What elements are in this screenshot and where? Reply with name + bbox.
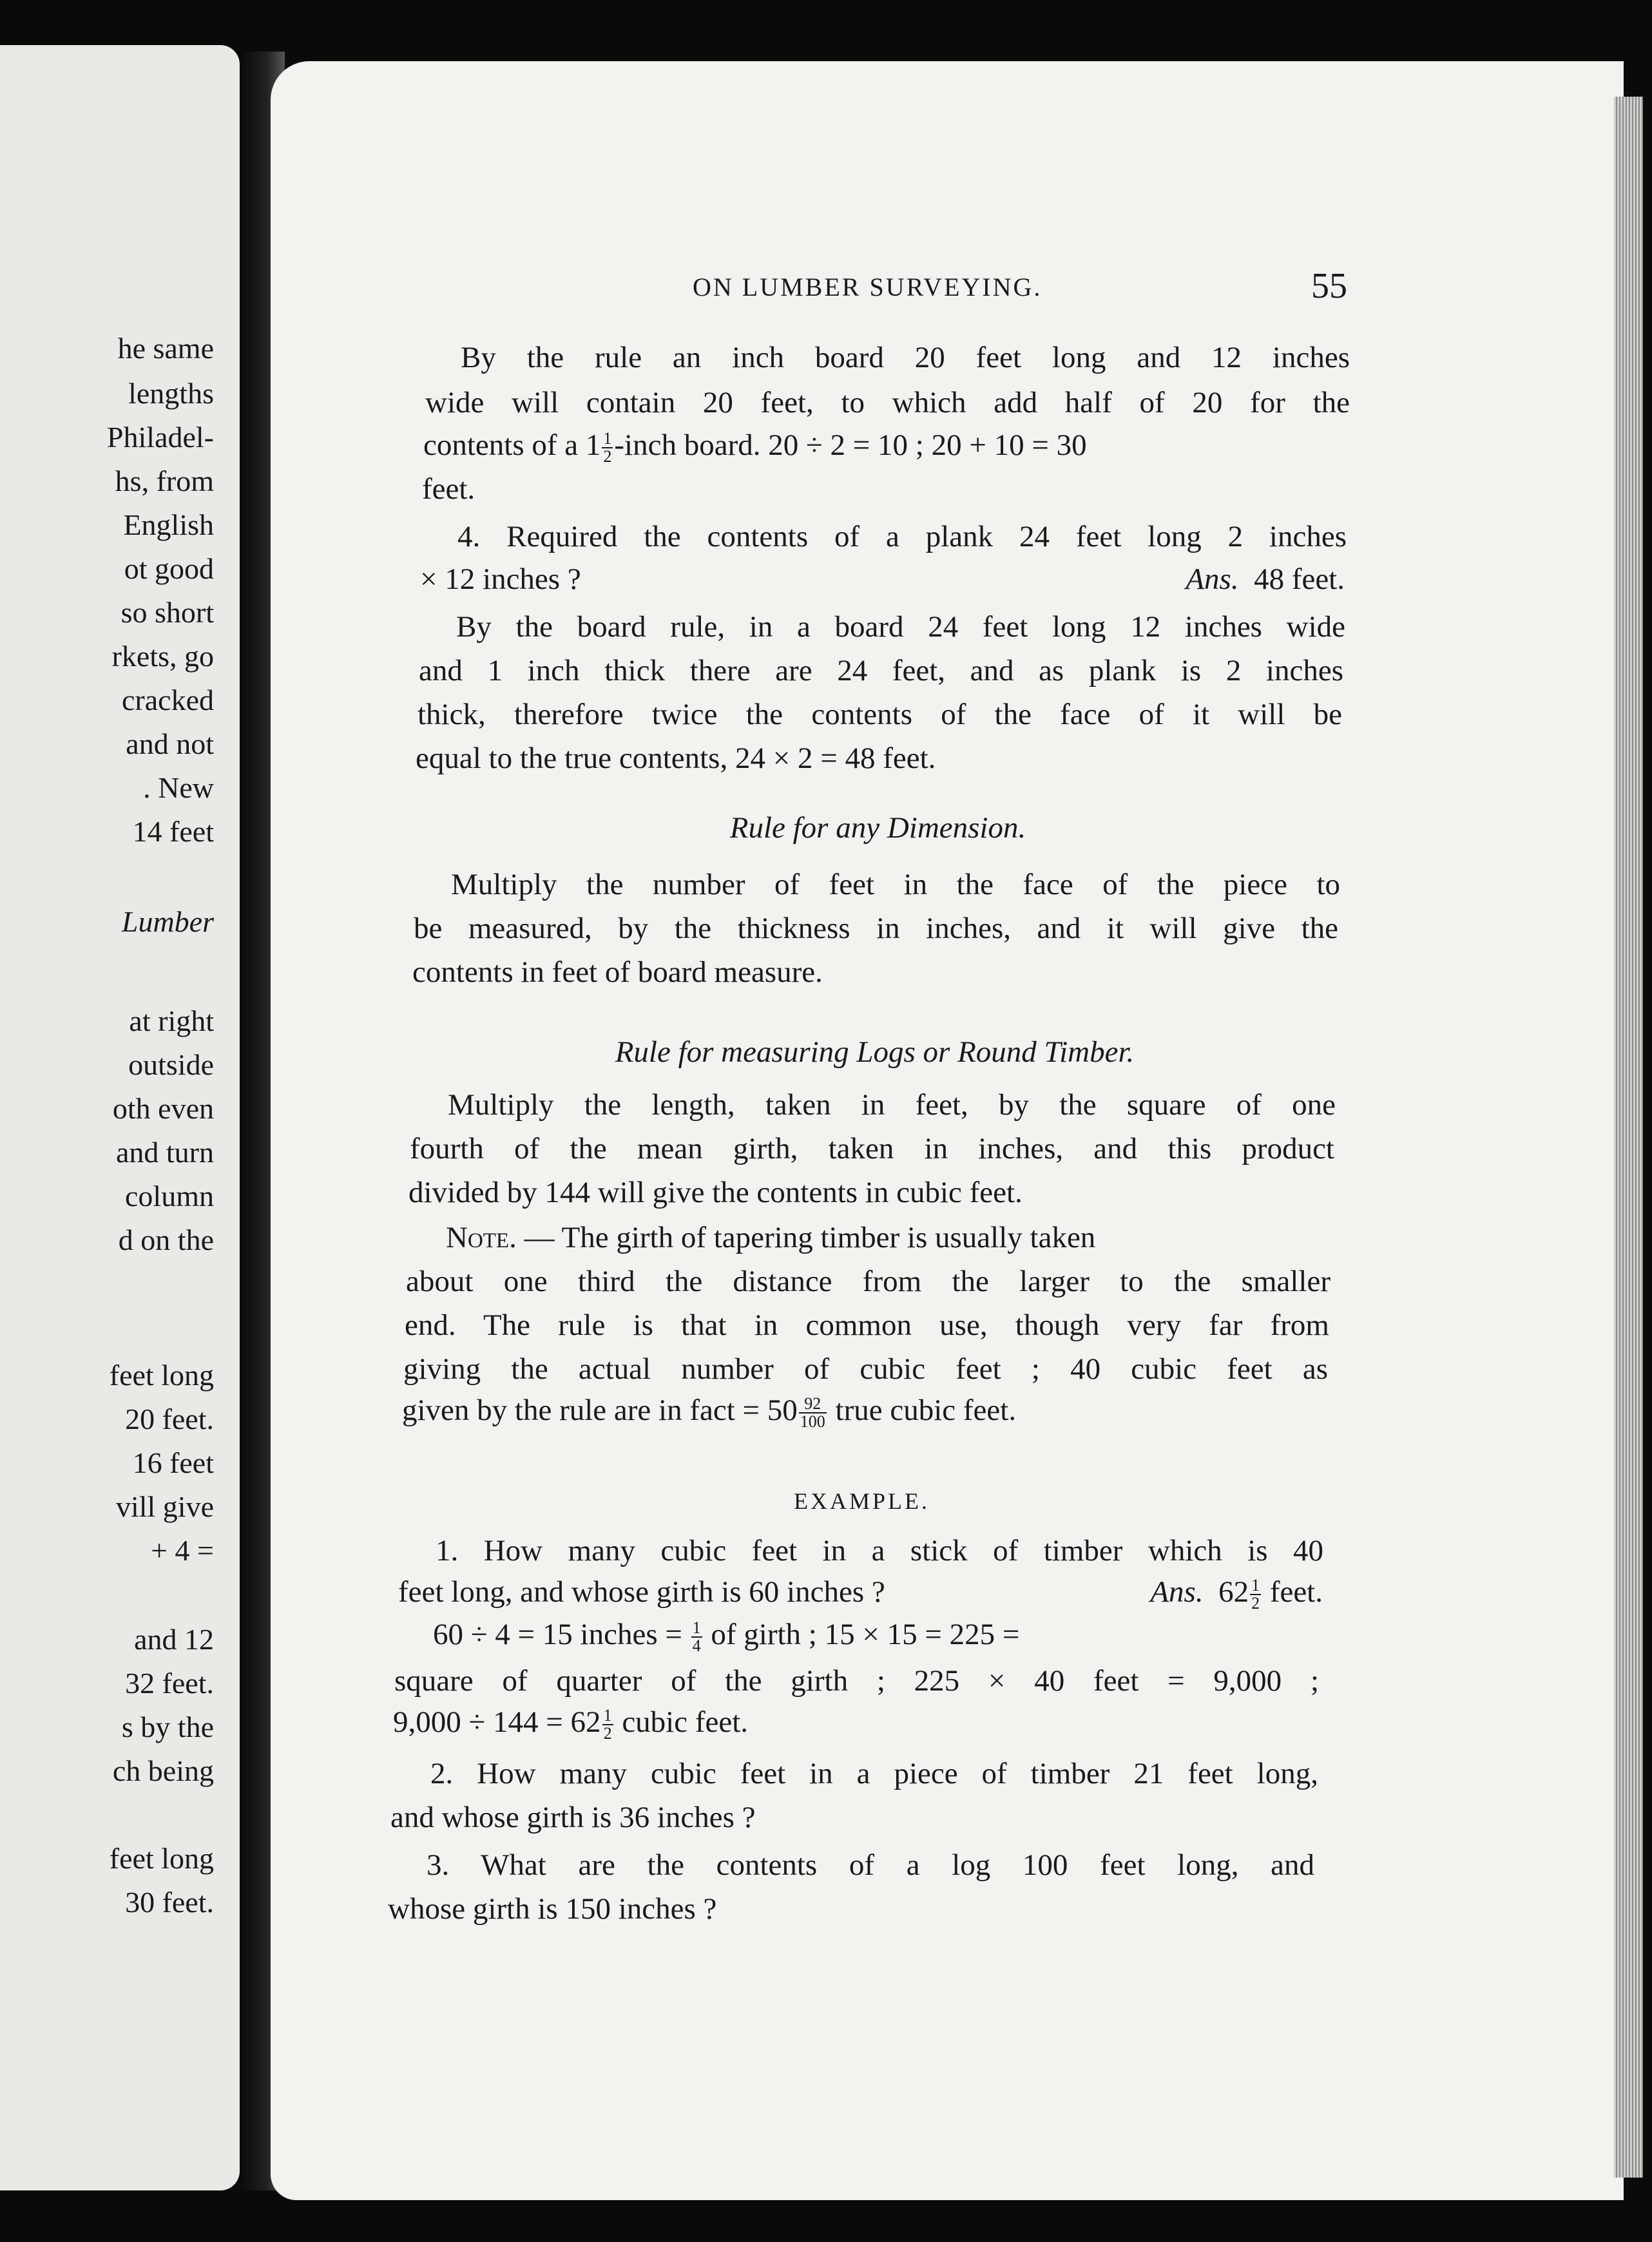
left-line: feet long (109, 1842, 214, 1875)
answer-value: 48 feet. (1254, 562, 1345, 596)
note-line: giving the actual number of cubic feet ; 40 cubic feet as (403, 1352, 1328, 1386)
body-line: be measured, by the thickness in inches, and it will give the (414, 912, 1338, 945)
note-line: given by the rule are in fact = 50 $\frac{92}{100}$ true cubic feet. (402, 1394, 1017, 1432)
body-line: divided by 144 will give the contents in cubic feet. (408, 1176, 1023, 1209)
left-line: 32 feet. (125, 1667, 214, 1700)
body-line: By the board rule, in a board 24 feet long 12 inches wide (456, 610, 1345, 644)
left-line: feet long (109, 1359, 214, 1392)
note-line: about one third the distance from the larger to the smaller (406, 1265, 1330, 1298)
question-4: 4. Required the contents of a plank 24 feet long 2 inches (457, 520, 1347, 553)
body-line: contents of a 1 $\frac{1}{2}$ -inch board. 20 ÷ 2 = 10 ; 20 + 10 = 30 (423, 428, 1087, 466)
note-label: Note. (446, 1221, 517, 1254)
answer-label: Ans. (1150, 1575, 1204, 1609)
body-line: thick, therefore twice the contents of the face of it will be (418, 698, 1342, 731)
left-line: ch being (112, 1754, 214, 1787)
left-line: rkets, go (111, 640, 214, 673)
fraction: $\frac{1}{2}$ (603, 429, 612, 466)
left-line: 16 feet (132, 1446, 214, 1479)
body-line: feet. (422, 472, 475, 506)
left-line: + 4 = (151, 1534, 214, 1567)
example-1-line4: square of quarter of the girth ; 225 × 40 feet = 9,000 ; (394, 1664, 1319, 1698)
left-line: and 12 (134, 1623, 214, 1656)
left-line: column (125, 1180, 214, 1212)
example-1-line2: feet long, and whose girth is 60 inches ? Ans. 62 $\frac{1}{2}$ feet. (398, 1575, 1323, 1613)
body-line: Multiply the length, taken in feet, by the square of one (448, 1088, 1336, 1122)
left-line: outside (128, 1048, 214, 1081)
left-line: he same (117, 332, 214, 365)
rule-heading-logs: Rule for measuring Logs or Round Timber. (615, 1035, 1135, 1069)
left-line: 14 feet (132, 815, 214, 848)
answer-label: Ans. (1186, 562, 1239, 596)
left-line: lengths (128, 377, 214, 410)
body-line: wide will contain 20 feet, to which add half of 20 for the (425, 386, 1350, 419)
rule-heading-any-dimension: Rule for any Dimension. (729, 811, 1026, 845)
left-page-fragment (0, 45, 240, 2190)
example-1-line5: 9,000 ÷ 144 = 62 $\frac{1}{2}$ cubic feet. (393, 1705, 749, 1743)
left-line: hs, from (115, 465, 214, 497)
left-line: 20 feet. (125, 1403, 214, 1435)
left-line: English (123, 508, 214, 541)
page-number: 55 (1311, 266, 1347, 306)
left-line: Philadel- (106, 421, 214, 454)
fraction: $\frac{1}{2}$ (1251, 1576, 1260, 1613)
left-line: vill give (115, 1490, 214, 1523)
left-line: and not (126, 727, 214, 760)
body-line: fourth of the mean girth, taken in inches, and this product (410, 1132, 1334, 1165)
body-line: By the rule an inch board 20 feet long and 12 inches (461, 341, 1350, 374)
fraction: $\frac{1}{4}$ (692, 1618, 701, 1656)
left-line: 30 feet. (125, 1886, 214, 1919)
body-line: Multiply the number of feet in the face of the piece to (451, 868, 1340, 901)
note-line: Note. — The girth of tapering timber is usually taken (446, 1221, 1096, 1254)
left-line: cracked (122, 684, 214, 716)
left-line: ot good (124, 552, 214, 585)
left-line: so short (120, 596, 214, 629)
left-line: and turn (115, 1136, 214, 1169)
left-line: Lumber (121, 905, 214, 938)
body-line: and 1 inch thick there are 24 feet, and as plank is 2 inches (419, 654, 1343, 687)
body-line: equal to the true contents, 24 × 2 = 48 feet. (416, 742, 936, 775)
example-3: 3. What are the contents of a log 100 feet long, and (427, 1848, 1314, 1882)
left-line: s by the (121, 1710, 214, 1743)
question-4-line2: × 12 inches ? Ans. 48 feet. (420, 562, 1345, 596)
page-edges (1614, 97, 1643, 2178)
example-2-line2: and whose girth is 36 inches ? (390, 1801, 756, 1834)
running-header: ON LUMBER SURVEYING. (693, 273, 1042, 302)
left-line: oth even (112, 1092, 214, 1125)
body-line: contents in feet of board measure. (412, 955, 823, 989)
left-line: at right (129, 1004, 214, 1037)
fraction: $\frac{1}{2}$ (603, 1706, 612, 1743)
example-2: 2. How many cubic feet in a piece of timber 21 feet long, (430, 1757, 1318, 1790)
example-1: 1. How many cubic feet in a stick of timber which is 40 (436, 1534, 1323, 1567)
left-line: d on the (118, 1223, 214, 1256)
example-heading: EXAMPLE. (794, 1488, 930, 1514)
left-line: . New (143, 771, 214, 804)
example-1-line3: 60 ÷ 4 = 15 inches = $\frac{1}{4}$ of girth ; 15 × 15 = 225 = (433, 1618, 1020, 1656)
note-line: end. The rule is that in common use, though very far from (405, 1308, 1329, 1342)
example-3-line2: whose girth is 150 inches ? (388, 1892, 717, 1926)
fraction: $\frac{92}{100}$ (800, 1394, 825, 1432)
